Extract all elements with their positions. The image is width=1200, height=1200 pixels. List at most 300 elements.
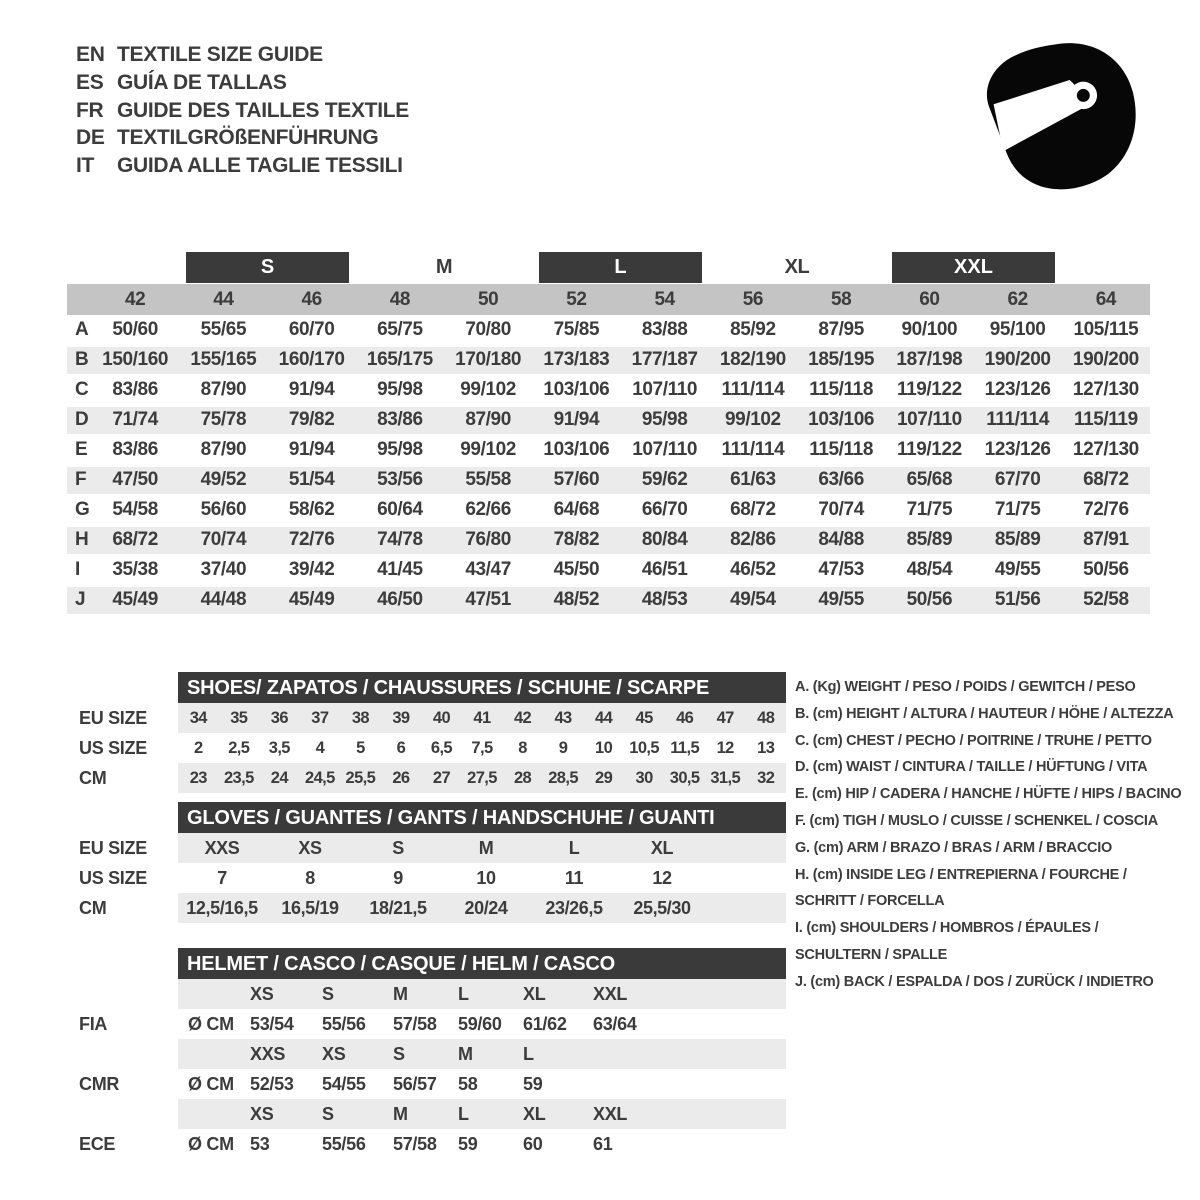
shoe-size-cell: 41 (473, 709, 491, 727)
value-cell: 50/56 (885, 585, 973, 615)
value-cell: 71/74 (91, 405, 179, 435)
helmet-value-cell: 53 (250, 1134, 270, 1154)
legend-item (795, 808, 1167, 835)
value-cell: 87/91 (1062, 525, 1150, 555)
value-cell: 80/84 (621, 525, 709, 555)
value-cell: 82/86 (709, 525, 797, 555)
spacer-cell (67, 284, 91, 315)
shoe-size-cell: 34 (189, 709, 207, 727)
legend-item (795, 969, 1167, 996)
value-cell: 51/56 (974, 585, 1062, 615)
value-cell: 87/95 (818, 319, 864, 340)
value-cell: 83/86 (356, 405, 444, 435)
size-col-header: 48 (356, 284, 444, 315)
helmet-value-cell: 58 (458, 1074, 478, 1094)
value-cell: 55/58 (444, 465, 532, 495)
diameter-unit-cell (178, 979, 250, 1009)
value-cell: 91/94 (288, 379, 335, 400)
glove-size-cell: S (392, 838, 404, 858)
helmet-value-cell: 59/60 (458, 1014, 502, 1034)
value-cell: 48/52 (532, 585, 620, 615)
measure-row (67, 315, 1150, 345)
language-code: FR (76, 98, 104, 122)
glove-size-cell: 12 (652, 868, 672, 888)
value-cell: 46/50 (356, 585, 444, 615)
helmet-size-cell: XS (250, 984, 274, 1004)
language-row (76, 41, 409, 69)
value-cell: 111/114 (974, 405, 1062, 435)
shoe-size-cell: 7,5 (471, 739, 493, 757)
shoe-size-cell: 2,5 (228, 739, 250, 757)
value-cell: 55/65 (200, 319, 247, 340)
value-cell: 115/118 (809, 439, 874, 460)
value-cell: 190/200 (1062, 345, 1150, 375)
shoe-size-cell: 12 (716, 739, 734, 757)
value-cell: 91/94 (532, 405, 620, 435)
value-cell: 115/119 (1062, 405, 1150, 435)
helmet-size-cell: M (393, 984, 408, 1004)
language-title: TEXTILGRÖßENFÜHRUNG (117, 126, 379, 150)
language-title: TEXTILE SIZE GUIDE (117, 43, 323, 66)
size-group-box-label: S (186, 252, 349, 283)
measure-row-label: A (75, 319, 89, 340)
value-cell: 67/70 (974, 465, 1062, 495)
helmet-value-cell (593, 1069, 668, 1099)
value-cell: 75/78 (179, 405, 267, 435)
measure-row-label: H (67, 525, 91, 555)
language-title-list (76, 41, 409, 180)
value-cell: 61/63 (709, 465, 797, 495)
helmet-value-cell: 61/62 (523, 1014, 567, 1034)
measure-row (67, 345, 1150, 375)
size-col-header: 58 (797, 284, 885, 315)
shoe-size-cell: 30,5 (669, 769, 700, 787)
legend-line: H. (cm) INSIDE LEG / ENTREPIERNA / FOURCHE / (795, 866, 1127, 883)
legend-line: C. (cm) CHEST / PECHO / POITRINE / TRUHE / PETTO (795, 732, 1152, 749)
value-cell: 51/54 (268, 465, 356, 495)
helmet-value-cells (178, 1129, 786, 1159)
value-cell: 95/98 (377, 439, 423, 460)
language-code: EN (76, 43, 105, 66)
helmet-value-cell: 52/53 (250, 1074, 294, 1094)
legend-item (795, 701, 1174, 728)
textile-size-table (67, 252, 1150, 615)
visor-pivot-dot (1077, 89, 1090, 102)
shoe-size-cell: 44 (595, 709, 613, 727)
glove-size-cell: 11 (564, 868, 584, 888)
shoe-size-cell: 40 (432, 709, 451, 727)
legend-item (795, 862, 1167, 916)
value-cell: 68/72 (730, 499, 776, 520)
glove-size-cell: 18/21,5 (369, 898, 427, 918)
helmet-size-cell: S (322, 984, 334, 1004)
shoes-row (60, 733, 786, 763)
gloves-size-table (60, 802, 786, 923)
shoe-size-cell: 24,5 (305, 769, 335, 787)
value-cell: 45/50 (553, 559, 600, 580)
helmet-value-row (60, 1129, 786, 1159)
size-group-s (179, 252, 356, 284)
shoe-size-cell: 4 (315, 739, 325, 757)
value-cell: 48/54 (906, 559, 953, 580)
helmet-size-cell: L (523, 1044, 534, 1064)
numeric-size-row (67, 284, 1150, 315)
row-label-us-size: US SIZE (79, 738, 147, 758)
measure-row (67, 405, 1150, 435)
helmet-size-cell: XL (523, 1104, 546, 1124)
shoe-size-cell: 6 (396, 739, 406, 757)
value-cell: 47/51 (444, 585, 532, 615)
value-cell: 60/64 (377, 499, 423, 520)
value-cell: 39/42 (288, 559, 335, 580)
value-cell: 70/74 (179, 525, 267, 555)
shoes-size-table (60, 672, 786, 793)
helmet-size-cell: XXS (250, 1044, 286, 1064)
shoe-size-cell: 23 (189, 769, 207, 787)
helmet-size-cell: L (458, 984, 469, 1004)
value-cell: 49/55 (797, 585, 885, 615)
language-title: GUIDE DES TAILLES TEXTILE (117, 98, 409, 122)
value-cell: 84/88 (797, 525, 885, 555)
helmet-size-cell: S (322, 1104, 334, 1124)
size-col-header: 44 (179, 284, 267, 315)
standard-label-ece: ECE (79, 1134, 116, 1154)
value-cell: 111/114 (721, 379, 785, 400)
value-cell: 185/195 (797, 345, 885, 375)
legend-line: E. (cm) HIP / CADERA / HANCHE / HÜFTE / HIPS / BACINO (795, 786, 1182, 803)
shoe-size-cell: 3,5 (268, 739, 290, 757)
helmet-size-cells (178, 979, 786, 1009)
legend-line: B. (cm) HEIGHT / ALTURA / HAUTEUR / HÖHE / ALTEZZA (795, 705, 1174, 722)
glove-size-cell: 8 (305, 868, 315, 888)
shoes-cells (178, 733, 786, 763)
value-cell: 119/122 (896, 379, 962, 400)
helmet-value-cell: 59 (458, 1134, 478, 1154)
helmet-size-cell: XL (523, 984, 546, 1004)
value-cell: 54/58 (112, 499, 158, 520)
shoes-cells (178, 703, 786, 733)
value-cell: 83/86 (112, 439, 158, 460)
value-cell: 187/198 (885, 345, 973, 375)
value-cell: 83/86 (112, 379, 158, 400)
helmet-size-cell: XS (250, 1104, 274, 1124)
value-cell: 87/90 (200, 439, 247, 460)
value-cell: 74/78 (356, 525, 444, 555)
shoe-size-cell: 26 (392, 769, 410, 787)
value-cell: 59/62 (621, 465, 709, 495)
gloves-row (60, 893, 786, 923)
measure-row-label: D (67, 405, 91, 435)
shoe-size-cell: 30 (635, 769, 653, 787)
value-cell: 37/40 (200, 559, 247, 580)
value-cell: 87/90 (444, 405, 532, 435)
language-row (76, 69, 409, 97)
size-col-header: 46 (268, 284, 356, 315)
helmet-size-row (60, 1039, 786, 1069)
legend-line: SCHULTERN / SPALLE (795, 946, 948, 963)
value-cell: 57/60 (532, 465, 620, 495)
value-cell: 63/66 (797, 465, 885, 495)
legend-line: F. (cm) TIGH / MUSLO / CUISSE / SCHENKEL / COSCIA (795, 812, 1158, 829)
value-cell: 68/72 (1062, 465, 1150, 495)
shoe-size-cell: 38 (351, 709, 369, 727)
measure-row (67, 465, 1150, 495)
value-cell: 103/106 (543, 439, 610, 460)
spacer-cell (67, 252, 179, 284)
shoes-row (60, 703, 786, 733)
helmet-value-cells (178, 1069, 786, 1099)
measure-row (67, 495, 1150, 525)
helmet-size-cell: XXL (593, 1104, 628, 1124)
gloves-cells (178, 893, 786, 923)
value-cell: 103/106 (797, 405, 885, 435)
value-cell: 160/170 (268, 345, 356, 375)
size-group-box-label: XXL (892, 252, 1055, 283)
shoe-size-cell: 25,5 (345, 769, 376, 787)
glove-size-cell: XL (650, 838, 674, 858)
value-cell: 107/110 (632, 439, 698, 460)
legend-item (795, 728, 1167, 755)
shoe-size-cell: 48 (757, 709, 775, 727)
value-cell: 83/88 (641, 319, 688, 340)
shoe-size-cell: 28,5 (548, 769, 578, 787)
shoe-size-cell: 28 (513, 769, 532, 787)
shoe-size-cell: 2 (193, 739, 203, 757)
legend-item (795, 754, 1167, 781)
helmet-value-row (60, 1069, 786, 1099)
value-cell: 76/80 (444, 525, 532, 555)
shoe-size-cell: 46 (676, 709, 694, 727)
row-label-cm: CM (79, 898, 107, 918)
size-col-header: 64 (1062, 284, 1150, 315)
standard-label-cmr: CMR (79, 1074, 120, 1094)
value-cell: 72/76 (1083, 499, 1129, 520)
legend-item (795, 674, 1167, 701)
helmet-value-cell: 59 (523, 1074, 543, 1094)
legend-line: G. (cm) ARM / BRAZO / BRAS / ARM / BRACCIO (795, 839, 1113, 856)
value-cell: 79/82 (268, 405, 356, 435)
value-cell: 65/75 (377, 319, 423, 340)
value-cell: 45/49 (268, 585, 356, 615)
value-cell: 70/74 (818, 499, 864, 520)
value-cell: 52/58 (1062, 585, 1150, 615)
shoe-size-cell: 5 (356, 739, 365, 757)
value-cell: 62/66 (465, 499, 511, 520)
measure-row-label: G (75, 499, 90, 520)
language-row (76, 152, 409, 180)
helmet-size-cells (178, 1039, 786, 1069)
diameter-unit-cell: Ø CM (188, 1014, 234, 1034)
spacer-label (60, 1039, 178, 1069)
shoe-size-cell: 27 (432, 769, 451, 787)
gloves-row (60, 833, 786, 863)
value-cell: 91/94 (288, 439, 335, 460)
size-col-header: 50 (444, 284, 532, 315)
language-row (76, 124, 409, 152)
size-col-header: 60 (885, 284, 973, 315)
helmet-section-title: HELMET / CASCO / CASQUE / HELM / CASCO (178, 948, 786, 979)
language-code: DE (76, 126, 105, 150)
measure-row (67, 585, 1150, 615)
value-cell: 107/110 (885, 405, 973, 435)
shoe-size-cell: 8 (518, 739, 527, 757)
shoe-size-cell: 47 (716, 709, 734, 727)
shoe-size-cell: 43 (554, 709, 572, 727)
glove-size-cell: L (568, 838, 580, 858)
helmet-value-cell: 54/55 (322, 1074, 366, 1094)
glove-size-cell: 9 (393, 868, 403, 888)
helmet-value-cell: 60 (523, 1134, 543, 1154)
measurement-legend (795, 674, 1182, 996)
size-group-box-label: L (539, 252, 702, 283)
value-cell: 95/98 (621, 405, 709, 435)
shoe-size-cell: 24 (270, 769, 288, 787)
shoe-size-cell: 10,5 (629, 739, 659, 757)
language-code: ES (76, 70, 104, 94)
value-cell: 173/183 (532, 345, 620, 375)
measure-row (67, 555, 1150, 585)
value-cell: 85/89 (974, 525, 1062, 555)
size-group-l (532, 252, 709, 284)
shoe-size-cell: 13 (757, 739, 775, 757)
shoe-size-cell: 11,5 (670, 739, 700, 757)
value-cell: 182/190 (709, 345, 797, 375)
helmet-size-cells (178, 1099, 786, 1129)
spacer-cell (1062, 252, 1150, 284)
value-cell: 48/53 (621, 585, 709, 615)
size-group-xl: XL (784, 256, 810, 278)
value-cell: 71/75 (906, 499, 953, 520)
value-cell: 58/62 (288, 499, 335, 520)
legend-item (795, 915, 1167, 969)
helmet-value-cell: 57/58 (393, 1014, 437, 1034)
measure-row-label: F (67, 465, 91, 495)
value-cell: 46/52 (730, 559, 776, 580)
value-cell: 53/56 (356, 465, 444, 495)
size-group-m: M (435, 256, 453, 278)
value-cell: 99/102 (460, 379, 516, 400)
gloves-row (60, 863, 786, 893)
gloves-cells (178, 863, 786, 893)
shoe-size-cell: 27,5 (467, 769, 497, 787)
size-group-header-row (67, 252, 1150, 284)
shoe-size-cell: 39 (392, 709, 410, 727)
glove-size-cell: 20/24 (464, 898, 508, 918)
row-label-us-size: US SIZE (79, 868, 147, 888)
helmet-size-cell: XXL (593, 984, 628, 1004)
legend-line: SCHRITT / FORCELLA (795, 893, 945, 910)
measure-row-label: C (75, 379, 89, 400)
helmet-size-cell: L (458, 1104, 469, 1124)
helmet-size-cell: M (393, 1104, 408, 1124)
value-cell: 64/68 (553, 499, 600, 520)
measure-row-label: E (75, 439, 88, 460)
size-group-xxl (885, 252, 1062, 284)
value-cell: 71/75 (994, 499, 1041, 520)
legend-item (795, 835, 1167, 862)
language-title: GUÍA DE TALLAS (117, 70, 287, 94)
language-row (76, 97, 409, 125)
glove-size-cell: 16,5/19 (281, 898, 339, 918)
shoe-size-cell: 35 (230, 709, 248, 727)
value-cell: 49/55 (994, 559, 1041, 580)
value-cell: 44/48 (179, 585, 267, 615)
shoes-row (60, 763, 786, 793)
helmet-value-row (60, 1009, 786, 1039)
value-cell: 99/102 (709, 405, 797, 435)
glove-size-cell: 12,5/16,5 (186, 898, 258, 918)
shoe-size-cell: 42 (513, 709, 532, 727)
size-col-header: 56 (709, 284, 797, 315)
value-cell: 90/100 (901, 319, 958, 340)
glove-size-cell: XS (298, 838, 322, 858)
legend-line: A. (Kg) WEIGHT / PESO / POIDS / GEWITCH / PESO (795, 679, 1136, 695)
row-label-eu-size: EU SIZE (79, 708, 147, 728)
value-cell: 107/110 (632, 379, 698, 400)
size-col-header: 54 (621, 284, 709, 315)
helmet-size-cell: S (393, 1044, 405, 1064)
spacer-label (60, 1099, 178, 1129)
value-cell: 155/165 (179, 345, 267, 375)
shoe-size-cell: 29 (595, 769, 613, 787)
value-cell: 45/49 (91, 585, 179, 615)
glove-size-cell: 25,5/30 (633, 898, 691, 918)
value-cell: 50/60 (112, 319, 158, 340)
value-cell: 78/82 (532, 525, 620, 555)
value-cell: 35/38 (112, 559, 158, 580)
value-cell: 60/70 (288, 319, 335, 340)
measure-row (67, 375, 1150, 405)
language-code: IT (76, 154, 95, 178)
measure-row-label: I (75, 559, 80, 580)
size-col-header: 62 (974, 284, 1062, 315)
helmet-value-cell: 61 (593, 1134, 613, 1154)
legend-item (795, 781, 1182, 808)
helmet-value-cell: 63/64 (593, 1014, 637, 1034)
value-cell: 49/52 (179, 465, 267, 495)
shoe-size-cell: 9 (558, 739, 568, 757)
shoe-size-cell: 23,5 (223, 769, 254, 787)
value-cell: 47/53 (818, 559, 864, 580)
value-cell: 43/47 (465, 559, 511, 580)
value-cell: 85/92 (730, 319, 776, 340)
value-cell: 111/114 (721, 439, 785, 460)
gloves-section-title: GLOVES / GUANTES / GANTS / HANDSCHUHE / GUANTI (178, 802, 786, 833)
shoe-size-cell: 10 (595, 739, 613, 757)
glove-size-cell: 23/26,5 (545, 898, 603, 918)
value-cell: 123/126 (984, 439, 1051, 460)
value-cell: 66/70 (641, 499, 688, 520)
size-col-header: 42 (91, 284, 179, 315)
helmet-value-cell: 55/56 (322, 1134, 366, 1154)
value-cell: 70/80 (465, 319, 511, 340)
shoe-size-cell: 32 (757, 769, 775, 787)
gloves-cells (178, 833, 786, 863)
value-cell: 119/122 (896, 439, 962, 460)
glove-size-cell: 10 (476, 868, 496, 888)
value-cell: 115/118 (809, 379, 874, 400)
value-cell: 65/68 (885, 465, 973, 495)
value-cell: 150/160 (91, 345, 179, 375)
value-cell: 177/187 (621, 345, 709, 375)
value-cell: 46/51 (641, 559, 688, 580)
helmet-size-cell: M (458, 1044, 473, 1064)
helmet-value-cells (178, 1009, 786, 1039)
value-cell: 72/76 (268, 525, 356, 555)
helmet-size-cell (593, 1039, 668, 1069)
value-cell: 95/98 (377, 379, 423, 400)
legend-line: I. (cm) SHOULDERS / HOMBROS / ÉPAULES / (795, 920, 1099, 937)
